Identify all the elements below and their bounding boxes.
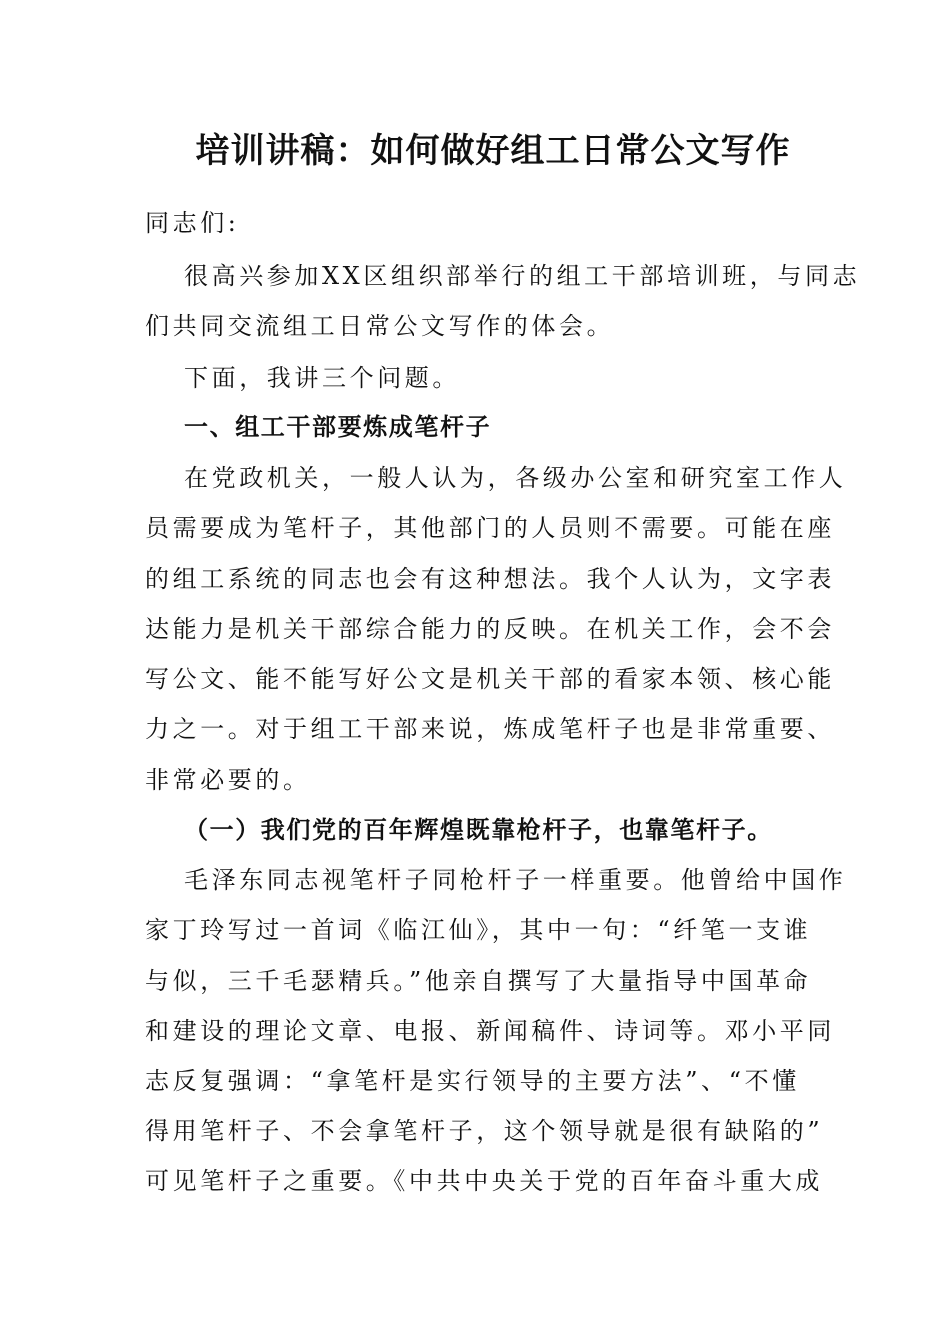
paragraph-line: 的组工系统的同志也会有这种想法。我个人认为，文字表 — [145, 565, 835, 593]
salutation: 同志们: — [145, 209, 240, 237]
paragraph-line: 家丁玲写过一首词《临江仙》，其中一句：“纤笔一支谁 — [145, 916, 812, 944]
paragraph-line: 可见笔杆子之重要。《中共中央关于党的百年奋斗重大成 — [145, 1167, 823, 1195]
paragraph-line: 达能力是机关干部综合能力的反映。在机关工作，会不会 — [145, 615, 835, 643]
paragraph-line: 力之一。对于组工干部来说，炼成笔杆子也是非常重要、 — [145, 715, 835, 743]
paragraph-line: 志反复强调：“拿笔杆是实行领导的主要方法”、“不懂 — [145, 1067, 800, 1095]
subsection-heading: （一）我们党的百年辉煌既靠枪杆子，也靠笔杆子。 — [184, 815, 773, 844]
paragraph-line: 非常必要的。 — [145, 766, 311, 794]
paragraph-line: 毛泽东同志视笔杆子同枪杆子一样重要。他曾给中国作 — [184, 866, 847, 894]
paragraph-line: 得用笔杆子、不会拿笔杆子，这个领导就是很有缺陷的” — [145, 1117, 824, 1145]
document-title: 培训讲稿：如何做好组工日常公文写作 — [195, 131, 791, 171]
paragraph-line: 下面，我讲三个问题。 — [184, 364, 460, 392]
section-heading: 一、组工干部要炼成笔杆子 — [184, 412, 492, 441]
paragraph-line: 们共同交流组工日常公文写作的体会。 — [145, 312, 615, 340]
paragraph-line: 和建设的理论文章、电报、新闻稿件、诗词等。邓小平同 — [145, 1017, 835, 1045]
paragraph-line: 在党政机关，一般人认为，各级办公室和研究室工作人 — [184, 464, 847, 492]
paragraph-line: 与似，三千毛瑟精兵。”他亲自撰写了大量指导中国革命 — [145, 967, 812, 995]
paragraph-line: 写公文、能不能写好公文是机关干部的看家本领、核心能 — [145, 665, 835, 693]
paragraph-line: 员需要成为笔杆子，其他部门的人员则不需要。可能在座 — [145, 514, 835, 542]
paragraph-line: 很高兴参加XX区组织部举行的组工干部培训班，与同志 — [184, 262, 861, 290]
